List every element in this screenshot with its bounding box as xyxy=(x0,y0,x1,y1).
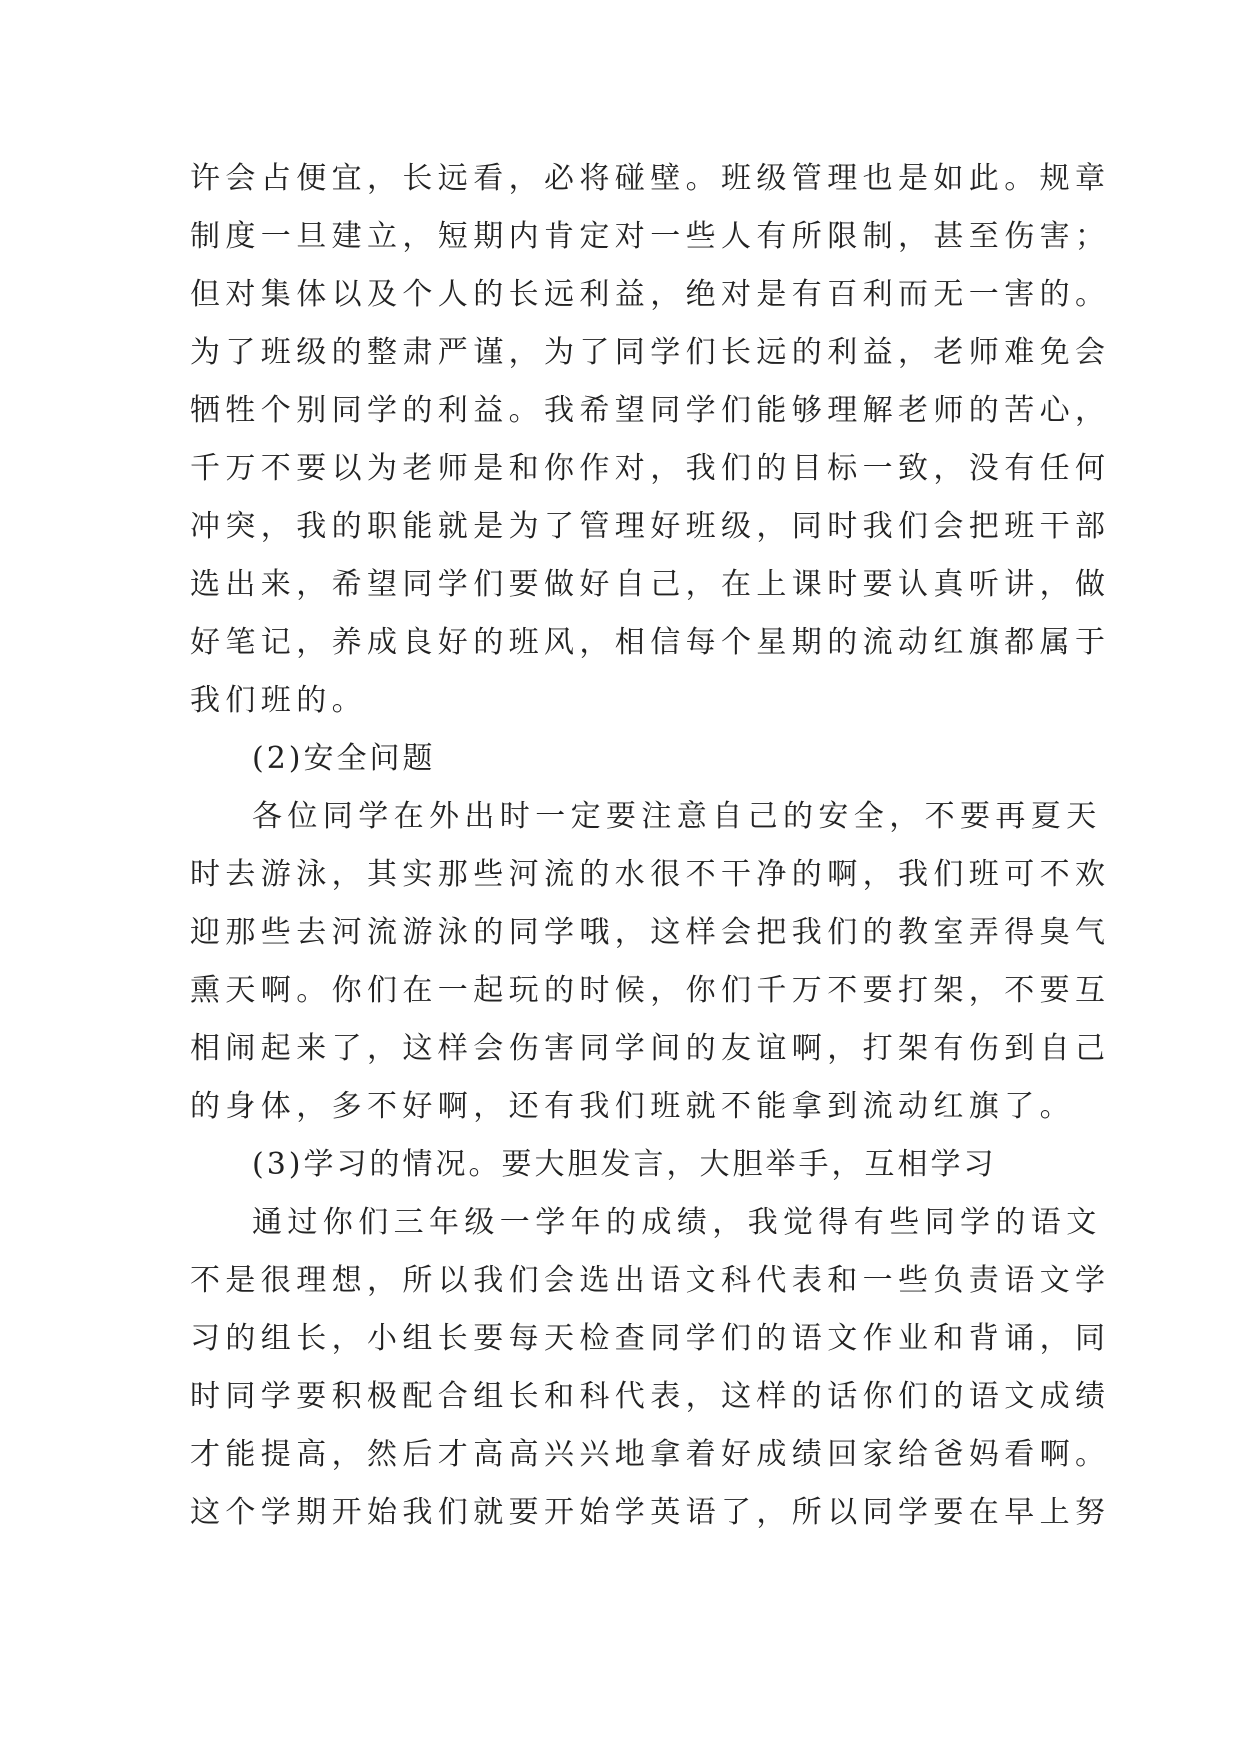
text-line: 不是很理想，所以我们会选出语文科代表和一些负责语文学 xyxy=(190,1263,1111,1298)
text-line: 相闹起来了，这样会伤害同学间的友谊啊，打架有伤到自己 xyxy=(190,1031,1111,1066)
text-line: 我们班的。 xyxy=(190,683,367,718)
section-heading-safety: (2)安全问题 xyxy=(252,741,436,776)
text-line: 时同学要积极配合组长和科代表，这样的话你们的语文成绩 xyxy=(190,1379,1111,1414)
text-line: 习的组长，小组长要每天检查同学们的语文作业和背诵，同 xyxy=(190,1321,1111,1356)
text-line: 好笔记，养成良好的班风，相信每个星期的流动红旗都属于 xyxy=(190,625,1111,660)
text-line: 选出来，希望同学们要做好自己，在上课时要认真听讲，做 xyxy=(190,567,1111,602)
text-line: 千万不要以为老师是和你作对，我们的目标一致，没有任何 xyxy=(190,451,1111,486)
text-line: 的身体，多不好啊，还有我们班就不能拿到流动红旗了。 xyxy=(190,1089,1075,1124)
text-line: 时去游泳，其实那些河流的水很不干净的啊，我们班可不欢 xyxy=(190,857,1111,892)
text-line: 这个学期开始我们就要开始学英语了，所以同学要在早上努 xyxy=(190,1495,1111,1530)
text-line: 许会占便宜，长远看，必将碰壁。班级管理也是如此。规章 xyxy=(190,161,1111,196)
paragraph-start-line: 通过你们三年级一学年的成绩，我觉得有些同学的语文 xyxy=(252,1205,1102,1240)
text-line: 但对集体以及个人的长远利益，绝对是有百利而无一害的。 xyxy=(190,277,1111,312)
text-line: 牺牲个别同学的利益。我希望同学们能够理解老师的苦心， xyxy=(190,393,1111,428)
text-line: 熏天啊。你们在一起玩的时候，你们千万不要打架，不要互 xyxy=(190,973,1111,1008)
text-line: 为了班级的整肃严谨，为了同学们长远的利益，老师难免会 xyxy=(190,335,1111,370)
paragraph-start-line: 各位同学在外出时一定要注意自己的安全，不要再夏天 xyxy=(252,799,1102,834)
section-heading-study: (3)学习的情况。要大胆发言，大胆举手，互相学习 xyxy=(252,1147,997,1182)
text-line: 才能提高，然后才高高兴兴地拿着好成绩回家给爸妈看啊。 xyxy=(190,1437,1111,1472)
text-line: 制度一旦建立，短期内肯定对一些人有所限制，甚至伤害； xyxy=(190,219,1111,254)
text-line: 冲突，我的职能就是为了管理好班级，同时我们会把班干部 xyxy=(190,509,1111,544)
text-line: 迎那些去河流游泳的同学哦，这样会把我们的教室弄得臭气 xyxy=(190,915,1111,950)
document-body xyxy=(190,150,1111,1542)
